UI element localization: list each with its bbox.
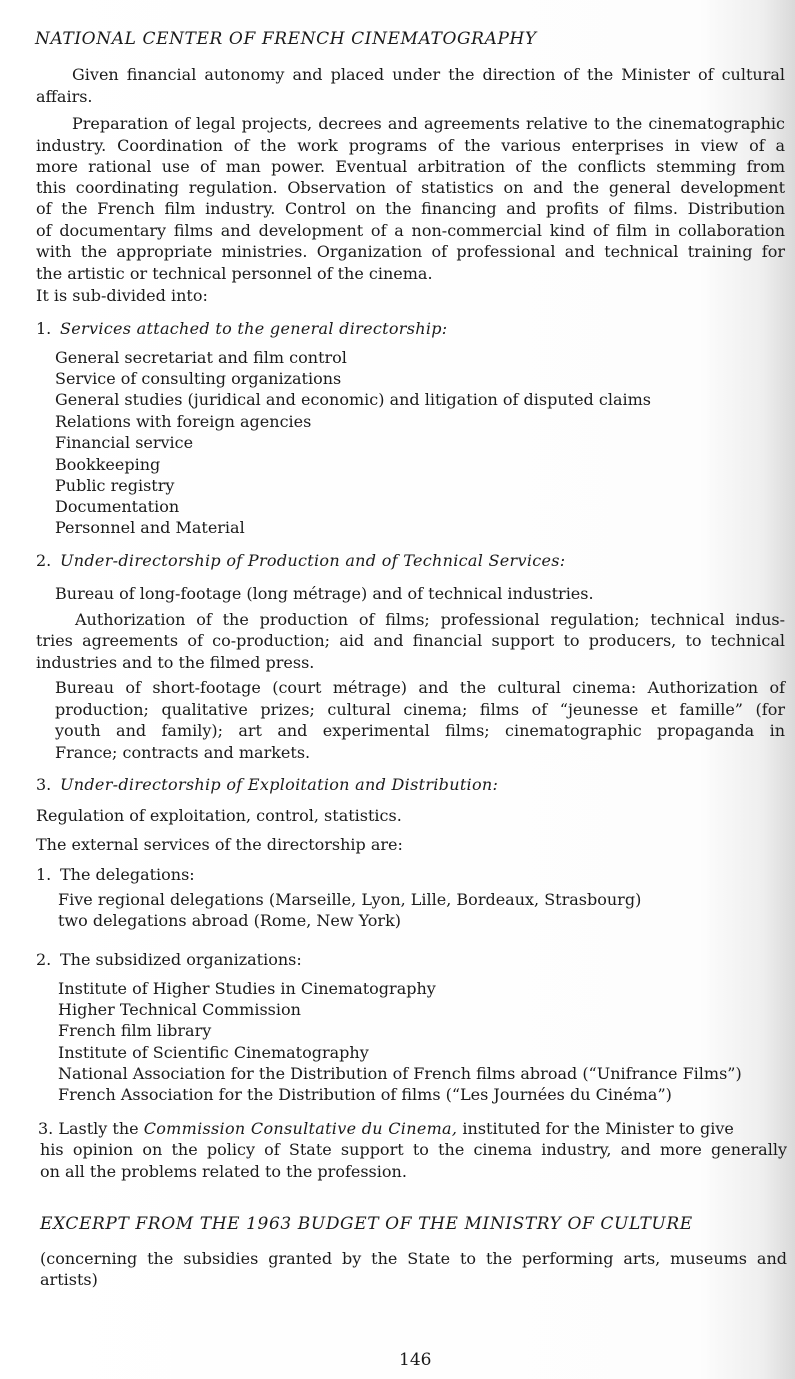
subdivided-text: It is sub-divided into:	[36, 286, 208, 305]
intro-line-1: Given financial autonomy and placed under the direction of the Minister of cultural	[72, 65, 785, 84]
preparation-line: this coordinating regulation. Observation of statistics on and the general development	[36, 178, 785, 197]
external-3-line-1	[38, 1118, 734, 1139]
external-2-number: 2.	[36, 950, 52, 969]
organization-item: French film library	[58, 1021, 212, 1040]
preparation-line: of the French film industry. Control on the financing and profits of films. Distribution	[36, 199, 785, 218]
excerpt-title: EXCERPT FROM THE 1963 BUDGET OF THE MINISTRY OF CULTURE	[40, 1214, 693, 1234]
commission-rest: instituted for the Minister to give	[462, 1119, 734, 1138]
external-2-heading: The subsidized organizations:	[60, 950, 302, 969]
section-3-heading: Under-directorship of Exploitation and Distribution:	[60, 775, 499, 794]
service-item: Financial service	[55, 433, 194, 452]
preparation-line: Preparation of legal projects, decrees and agreements relative to the cinematographic	[72, 114, 785, 133]
commission-name: Commission Consultative du Cinema,	[143, 1119, 458, 1138]
preparation-line: more rational use of man power. Eventual arbitration of the conflicts stemming from	[36, 157, 785, 176]
page-number: 146	[399, 1350, 432, 1370]
bureau-short-line: Bureau of short-footage (court métrage) and the cultural cinema: Authorization of	[55, 678, 785, 697]
organization-item: National Association for the Distribution of French films abroad (“Unifrance Films”)	[58, 1064, 742, 1083]
delegation-item: Five regional delegations (Marseille, Lyon, Lille, Bordeaux, Strasbourg)	[58, 890, 642, 909]
service-item: Relations with foreign agencies	[55, 412, 312, 431]
service-item: Personnel and Material	[55, 518, 245, 537]
organization-item: Institute of Higher Studies in Cinematography	[58, 979, 436, 998]
section-2-number: 2.	[36, 551, 52, 570]
external-1-number: 1.	[36, 865, 52, 884]
external-1-heading: The delegations:	[60, 865, 195, 884]
external-3-line-3: on all the problems related to the profession.	[40, 1162, 407, 1181]
service-item: General secretariat and film control	[55, 348, 347, 367]
preparation-line: the artistic or technical personnel of the cinema.	[36, 264, 433, 283]
organization-item: Higher Technical Commission	[58, 1000, 301, 1019]
lastly-text: Lastly the	[58, 1119, 139, 1138]
authorization-line: tries agreements of co-production; aid and financial support to producers, to technical	[36, 631, 785, 650]
bureau-long-footage: Bureau of long-footage (long métrage) and of technical industries.	[55, 584, 594, 603]
section-2-heading: Under-directorship of Production and of Technical Services:	[60, 551, 566, 570]
service-item: General studies (juridical and economic) and litigation of disputed claims	[55, 390, 651, 409]
authorization-line: Authorization of the production of films; professional regulation; technical indus-	[75, 610, 785, 629]
authorization-line: industries and to the filmed press.	[36, 653, 315, 672]
external-3-number: 3.	[38, 1119, 54, 1138]
bureau-short-line: youth and family); art and experimental films; cinematographic propaganda in	[55, 721, 785, 740]
service-item: Documentation	[55, 497, 180, 516]
excerpt-line-1: (concerning the subsidies granted by the State to the performing arts, museums and	[40, 1249, 787, 1268]
bureau-short-line: production; qualitative prizes; cultural cinema; films of “jeunesse et famille” (for	[55, 700, 785, 719]
section-3-number: 3.	[36, 775, 52, 794]
delegation-item: two delegations abroad (Rome, New York)	[58, 911, 402, 930]
regulation-text: Regulation of exploitation, control, statistics.	[36, 806, 402, 825]
organization-item: French Association for the Distribution of films (“Les Journées du Cinéma”)	[58, 1085, 672, 1104]
section-title: NATIONAL CENTER OF FRENCH CINEMATOGRAPHY	[35, 29, 537, 49]
intro-line-2: affairs.	[36, 87, 93, 106]
section-1-number: 1.	[36, 319, 52, 338]
service-item: Bookkeeping	[55, 455, 161, 474]
organization-item: Institute of Scientific Cinematography	[58, 1043, 369, 1062]
external-3-line-2: his opinion on the policy of State support to the cinema industry, and more generally	[40, 1140, 787, 1159]
excerpt-line-2: artists)	[40, 1270, 98, 1289]
service-item: Public registry	[55, 476, 175, 495]
bureau-short-line: France; contracts and markets.	[55, 743, 311, 762]
preparation-line: of documentary films and development of a non-commercial kind of film in collaboration	[36, 221, 785, 240]
service-item: Service of consulting organizations	[55, 369, 342, 388]
preparation-line: with the appropriate ministries. Organization of professional and technical training for	[36, 242, 785, 261]
preparation-line: industry. Coordination of the work programs of the various enterprises in view of a	[36, 136, 785, 155]
external-services-text: The external services of the directorship are:	[36, 835, 403, 854]
section-1-heading: Services attached to the general directorship:	[60, 319, 448, 338]
